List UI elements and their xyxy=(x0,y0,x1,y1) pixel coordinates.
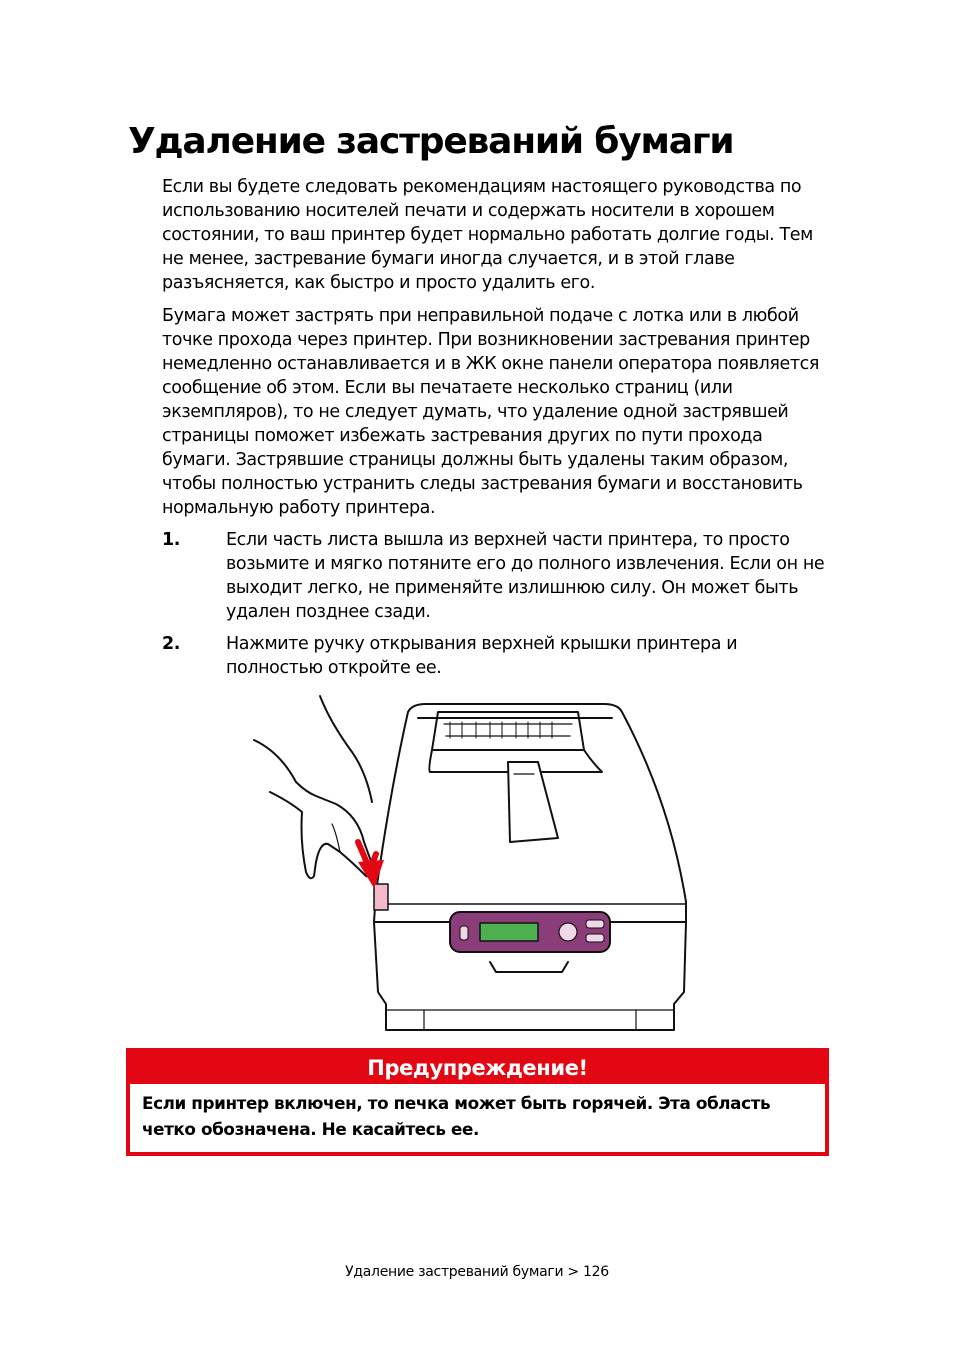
printer-with-hand-icon xyxy=(240,692,700,1037)
step-number: 1. xyxy=(162,530,181,550)
warning-title: Предупреждение! xyxy=(130,1052,825,1084)
printer-illustration xyxy=(240,692,700,1037)
page-footer xyxy=(0,1264,954,1280)
warning-text: Если принтер включен, то печка может быть горячей. Эта область четко обозначена. Не касайтесь ее. xyxy=(142,1093,771,1139)
step-text: Нажмите ручку открывания верхней крышки принтера и полностью откройте ее. xyxy=(226,634,738,678)
footer-section: Удаление застреваний бумаги xyxy=(345,1264,564,1280)
page-number: 126 xyxy=(583,1264,609,1280)
step-2 xyxy=(162,632,826,680)
step-number: 2. xyxy=(162,634,181,654)
jam-description-paragraph: Бумага может застрять при неправильной подаче с лотка или в любой точке прохода через принтер. При возникновении застревания принтер немедленно останавливается и в ЖК окне панели оператора появляется сообщение об этом. Если вы печатаете несколько страниц (или экземпляров), то не следует думать, что удаление одной застрявшей страницы поможет избежать застревания других по пути прохода бумаги. Застрявшие страницы должны быть удалены таким образом, чтобы полностью устранить следы застревания бумаги и восстановить нормальную работу принтера. xyxy=(162,306,820,518)
page-title: Удаление застреваний бумаги xyxy=(128,121,734,162)
step-text: Если часть листа вышла из верхней части принтера, то просто возьмите и мягко потяните его до полного извлечения. Если он не выходит легко, не применяйте излишнюю силу. Он может быть удален позднее сзади. xyxy=(226,530,825,622)
step-1 xyxy=(162,528,826,624)
footer-separator: > xyxy=(567,1264,579,1280)
warning-box xyxy=(126,1048,829,1156)
intro-paragraph: Если вы будете следовать рекомендациям настоящего руководства по использованию носителей печати и содержать носители в хорошем состоянии, то ваш принтер будет нормально работать долгие годы. Тем не менее, застревание бумаги иногда случается, и в этой главе разъясняется, как быстро и просто удалить его. xyxy=(162,177,813,293)
